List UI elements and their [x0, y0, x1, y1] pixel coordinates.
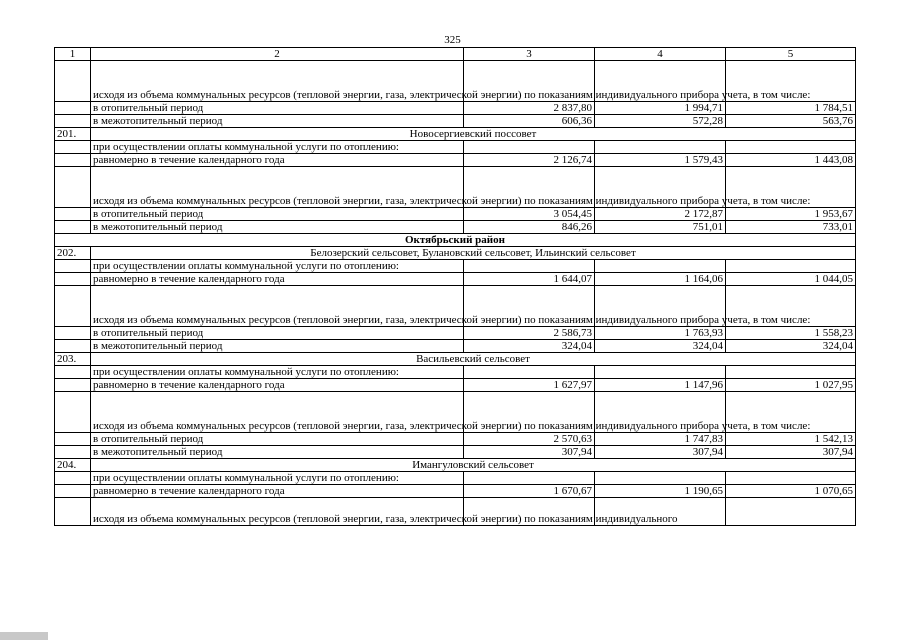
value-col-3	[464, 260, 595, 273]
value-col-4: 1 994,71	[595, 102, 726, 115]
header-col-5: 5	[726, 48, 856, 61]
table-row	[55, 102, 856, 115]
row-number	[55, 392, 91, 433]
row-description: в межотопительный период	[91, 340, 464, 353]
row-description: исходя из объема коммунальных ресурсов (тепловой энергии, газа, электрической энергии) по показаниям индивидуального прибора учета, в том числе:	[91, 286, 464, 327]
row-description: исходя из объема коммунальных ресурсов (тепловой энергии, газа, электрической энергии) по показаниям индивидуального прибора учета, в том числе:	[91, 392, 464, 433]
header-col-4: 4	[595, 48, 726, 61]
row-number: 203.	[55, 353, 91, 366]
value-col-5: 1 784,51	[726, 102, 856, 115]
value-col-5: 1 070,65	[726, 485, 856, 498]
value-col-5: 1 542,13	[726, 433, 856, 446]
row-description: равномерно в течение календарного года	[91, 154, 464, 167]
value-col-4	[595, 260, 726, 273]
value-col-3: 606,36	[464, 115, 595, 128]
table-row	[55, 208, 856, 221]
row-number: 204.	[55, 459, 91, 472]
value-col-5	[726, 260, 856, 273]
settlement-header-row	[55, 353, 856, 366]
row-description: в отопительный период	[91, 102, 464, 115]
row-description: в межотопительный период	[91, 446, 464, 459]
tariff-table	[54, 47, 856, 526]
row-number	[55, 366, 91, 379]
value-col-4: 1 747,83	[595, 433, 726, 446]
settlement-name: Белозерский сельсовет, Булановский сельсовет, Ильинский сельсовет	[91, 247, 856, 260]
row-number	[55, 167, 91, 208]
settlement-name: Васильевский сельсовет	[91, 353, 856, 366]
settlement-name: Имангуловский сельсовет	[91, 459, 856, 472]
table-row	[55, 433, 856, 446]
row-number	[55, 102, 91, 115]
value-col-3: 2 837,80	[464, 102, 595, 115]
district-title: Октябрьский район	[55, 234, 856, 247]
value-col-5: 563,76	[726, 115, 856, 128]
row-description: в межотопительный период	[91, 115, 464, 128]
row-number: 201.	[55, 128, 91, 141]
settlement-header-row	[55, 247, 856, 260]
value-col-3: 1 627,97	[464, 379, 595, 392]
value-col-3	[464, 366, 595, 379]
value-col-5: 307,94	[726, 446, 856, 459]
row-number: 202.	[55, 247, 91, 260]
row-number	[55, 340, 91, 353]
row-number	[55, 115, 91, 128]
row-description: при осуществлении оплаты коммунальной услуги по отоплению:	[91, 472, 464, 485]
value-col-4: 1 763,93	[595, 327, 726, 340]
header-col-2: 2	[91, 48, 464, 61]
row-description: при осуществлении оплаты коммунальной услуги по отоплению:	[91, 260, 464, 273]
table-row	[55, 392, 856, 433]
scan-edge-mark	[0, 632, 48, 640]
value-col-4	[595, 366, 726, 379]
value-col-5: 1 953,67	[726, 208, 856, 221]
value-col-3: 2 586,73	[464, 327, 595, 340]
value-col-3: 2 570,63	[464, 433, 595, 446]
table-row	[55, 167, 856, 208]
value-col-4: 1 147,96	[595, 379, 726, 392]
row-description: при осуществлении оплаты коммунальной услуги по отоплению:	[91, 141, 464, 154]
row-number	[55, 433, 91, 446]
row-description: равномерно в течение календарного года	[91, 485, 464, 498]
table-row	[55, 260, 856, 273]
settlement-header-row	[55, 128, 856, 141]
row-description: равномерно в течение календарного года	[91, 273, 464, 286]
row-description: исходя из объема коммунальных ресурсов (тепловой энергии, газа, электрической энергии) по показаниям индивидуального	[91, 498, 464, 526]
table-row	[55, 273, 856, 286]
value-col-5: 733,01	[726, 221, 856, 234]
page-number: 325	[444, 34, 461, 46]
value-col-3	[464, 141, 595, 154]
value-col-5	[726, 498, 856, 526]
table-row	[55, 485, 856, 498]
tariff-table-body	[55, 48, 856, 526]
value-col-3: 324,04	[464, 340, 595, 353]
value-col-5: 324,04	[726, 340, 856, 353]
value-col-4: 1 164,06	[595, 273, 726, 286]
value-col-3: 1 644,07	[464, 273, 595, 286]
value-col-4: 1 190,65	[595, 485, 726, 498]
value-col-4: 307,94	[595, 446, 726, 459]
value-col-3: 1 670,67	[464, 485, 595, 498]
row-description: в отопительный период	[91, 327, 464, 340]
table-row	[55, 472, 856, 485]
row-number	[55, 273, 91, 286]
header-col-3: 3	[464, 48, 595, 61]
value-col-5: 1 044,05	[726, 273, 856, 286]
table-row	[55, 286, 856, 327]
value-col-5	[726, 472, 856, 485]
district-header-row	[55, 234, 856, 247]
table-row	[55, 366, 856, 379]
row-description: исходя из объема коммунальных ресурсов (тепловой энергии, газа, электрической энергии) по показаниям индивидуального прибора учета, в том числе:	[91, 167, 464, 208]
row-description: в отопительный период	[91, 208, 464, 221]
row-description: в отопительный период	[91, 433, 464, 446]
table-row	[55, 327, 856, 340]
value-col-5: 1 027,95	[726, 379, 856, 392]
table-row	[55, 446, 856, 459]
row-description: при осуществлении оплаты коммунальной услуги по отоплению:	[91, 366, 464, 379]
row-number	[55, 141, 91, 154]
table-header-row	[55, 48, 856, 61]
value-col-5: 1 558,23	[726, 327, 856, 340]
row-number	[55, 154, 91, 167]
row-number	[55, 286, 91, 327]
table-row	[55, 340, 856, 353]
table-row	[55, 141, 856, 154]
table-row	[55, 61, 856, 102]
value-col-3: 3 054,45	[464, 208, 595, 221]
value-col-3	[464, 472, 595, 485]
settlement-name: Новосергиевский поссовет	[91, 128, 856, 141]
value-col-3: 846,26	[464, 221, 595, 234]
table-row	[55, 221, 856, 234]
row-number	[55, 221, 91, 234]
value-col-4	[595, 141, 726, 154]
value-col-4: 2 172,87	[595, 208, 726, 221]
value-col-3: 307,94	[464, 446, 595, 459]
value-col-4: 572,28	[595, 115, 726, 128]
value-col-3: 2 126,74	[464, 154, 595, 167]
value-col-5	[726, 141, 856, 154]
row-number	[55, 498, 91, 526]
table-row	[55, 154, 856, 167]
row-number	[55, 485, 91, 498]
row-description: исходя из объема коммунальных ресурсов (тепловой энергии, газа, электрической энергии) по показаниям индивидуального прибора учета, в том числе:	[91, 61, 464, 102]
settlement-header-row	[55, 459, 856, 472]
value-col-4: 324,04	[595, 340, 726, 353]
row-number	[55, 61, 91, 102]
table-row	[55, 498, 856, 526]
value-col-5	[726, 366, 856, 379]
row-number	[55, 327, 91, 340]
table-row	[55, 115, 856, 128]
value-col-4: 751,01	[595, 221, 726, 234]
value-col-4: 1 579,43	[595, 154, 726, 167]
value-col-4	[595, 472, 726, 485]
row-number	[55, 208, 91, 221]
header-col-1: 1	[55, 48, 91, 61]
row-description: в межотопительный период	[91, 221, 464, 234]
row-number	[55, 472, 91, 485]
table-row	[55, 379, 856, 392]
row-number	[55, 379, 91, 392]
row-number	[55, 260, 91, 273]
row-number	[55, 446, 91, 459]
row-description: равномерно в течение календарного года	[91, 379, 464, 392]
value-col-5: 1 443,08	[726, 154, 856, 167]
